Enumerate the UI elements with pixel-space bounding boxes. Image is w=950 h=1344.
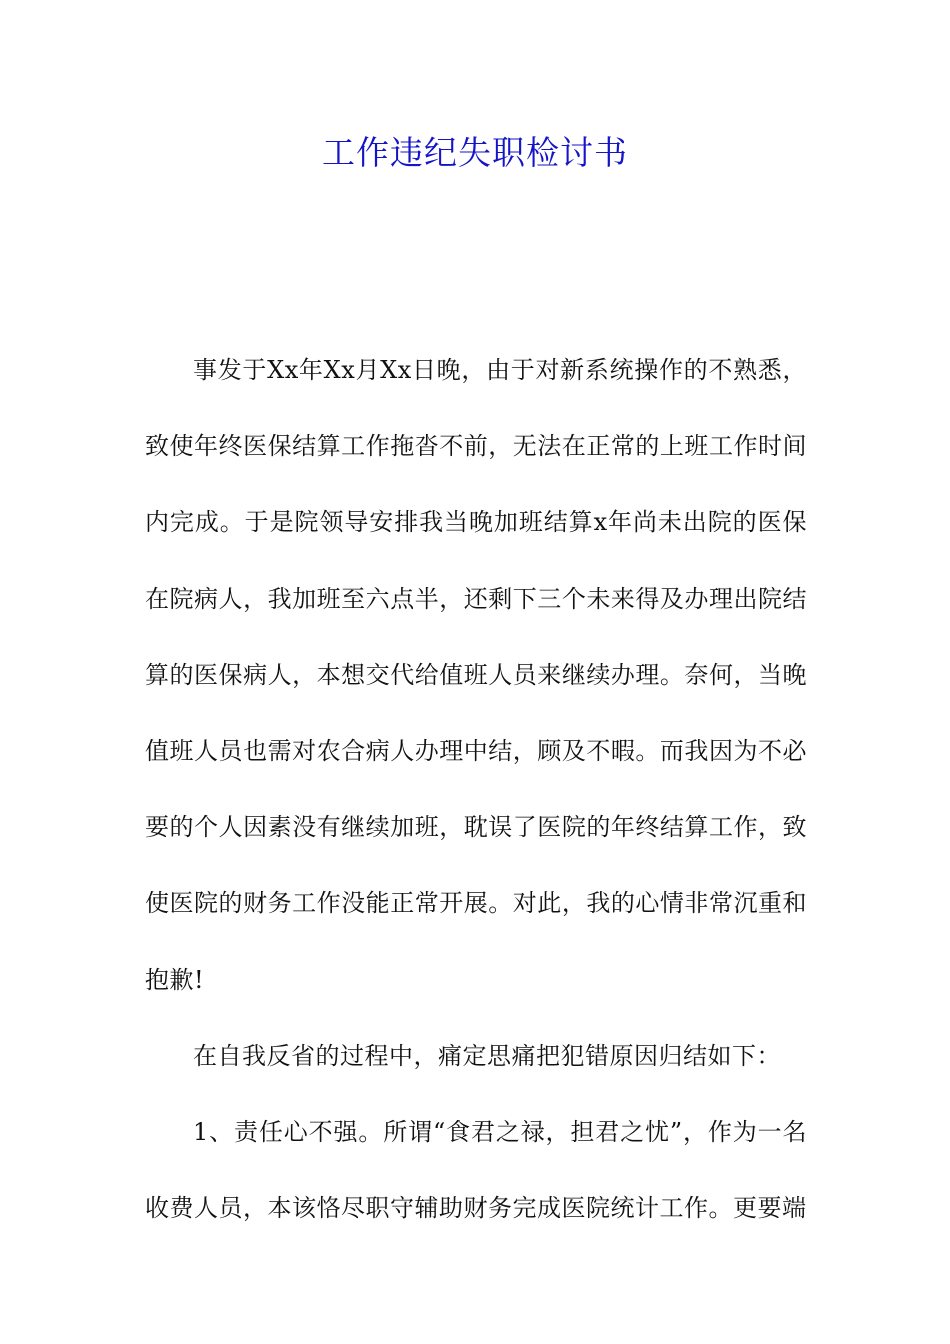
paragraph-incident: 事发于Xx年Xx月Xx日晚，由于对新系统操作的不熟悉，致使年终医保结算工作拖沓不前，无法在正常的上班工作时间内完成。于是院领导安排我当晚加班结算x年尚未出院的医保在院病人，我加班至六点半，还剩下三个未来得及办理出院结算的医保病人，本想交代给值班人员来继续办理。奈何，当晚值班人员也需对农合病人办理中结，顾及不暇。而我因为不必要的个人因素没有继续加班，耽误了医院的年终结算工作，致使医院的财务工作没能正常开展。对此，我的心情非常沉重和抱歉!: [145, 356, 807, 994]
document-title: 工作违纪失职检讨书: [322, 133, 628, 172]
paragraph-reason-1: 1、责任心不强。所谓“食君之禄，担君之忧”，作为一名收费人员，本该恪尽职守辅助财务完成医院统计工作。更要端: [145, 1118, 807, 1223]
paragraph-reflection-intro: 在自我反省的过程中，痛定思痛把犯错原因归结如下：: [193, 1041, 781, 1070]
document-body: [145, 332, 807, 1246]
